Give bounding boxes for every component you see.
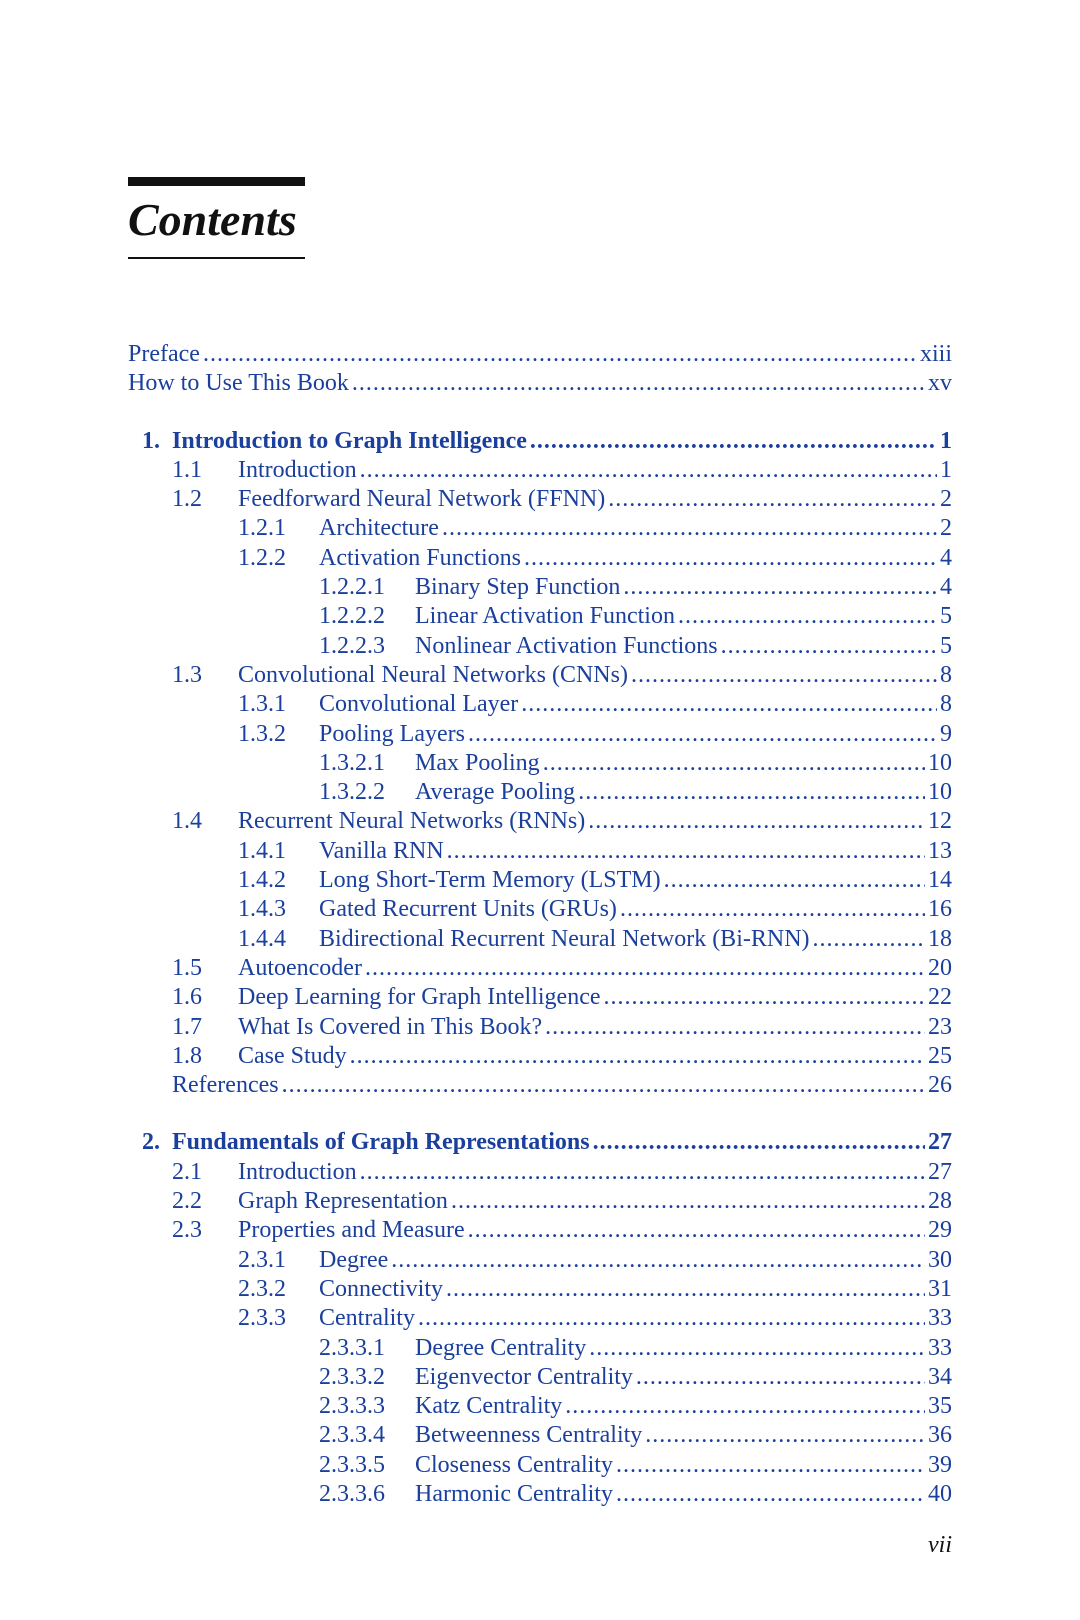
toc-entry[interactable] — [128, 1042, 952, 1071]
toc-entry-number: 1.2.2.2 — [319, 603, 385, 630]
toc-entry-line — [172, 1128, 952, 1157]
toc-entry-number: 1.4.3 — [238, 896, 286, 923]
toc-entry-title[interactable]: Properties and Measure — [238, 1217, 465, 1244]
toc-entry-page[interactable]: 13 — [928, 837, 952, 864]
toc-entry-number: 2.3.3.6 — [319, 1480, 385, 1507]
dot-leader — [721, 632, 937, 661]
toc-entry-page[interactable]: 2 — [940, 515, 952, 542]
dot-leader — [282, 1071, 925, 1100]
toc-entry-title[interactable]: Recurrent Neural Networks (RNNs) — [238, 808, 586, 835]
toc-entry-title[interactable]: Introduction — [238, 456, 357, 483]
toc-entry-line — [128, 340, 952, 369]
toc-entry[interactable] — [128, 340, 952, 369]
toc-entry-page[interactable]: 23 — [928, 1013, 952, 1040]
toc-entry-title[interactable]: Architecture — [319, 515, 439, 542]
toc-entry-line — [238, 1158, 952, 1187]
toc-entry-line — [238, 1187, 952, 1216]
toc-entry[interactable] — [128, 925, 952, 954]
toc-entry-number: 1.3.2 — [238, 720, 286, 747]
toc-entry[interactable] — [128, 1451, 952, 1480]
toc-entry-title[interactable]: References — [172, 1072, 279, 1099]
toc-entry[interactable] — [128, 720, 952, 749]
toc-entry-page[interactable]: 30 — [928, 1246, 952, 1273]
toc-entry[interactable] — [128, 1071, 952, 1100]
toc-entry-page[interactable]: 26 — [928, 1072, 952, 1099]
toc-entry-title[interactable]: Nonlinear Activation Functions — [415, 632, 718, 659]
dot-leader — [631, 661, 937, 690]
toc-entry-title[interactable]: Gated Recurrent Units (GRUs) — [319, 896, 617, 923]
dot-leader — [468, 1216, 925, 1245]
toc-entry-line — [238, 1216, 952, 1245]
toc-entry-line — [415, 632, 952, 661]
toc-entry-page[interactable]: 39 — [928, 1451, 952, 1478]
toc-entry-line — [238, 485, 952, 514]
dot-leader — [565, 1392, 925, 1421]
toc-entry-number: 1.3.2.2 — [319, 779, 385, 806]
toc-entry[interactable] — [128, 807, 952, 836]
toc-entry-number: 2.3.3.3 — [319, 1393, 385, 1420]
dot-leader — [604, 983, 926, 1012]
toc-entry[interactable] — [128, 1275, 952, 1304]
toc-entry-title[interactable]: Case Study — [238, 1042, 347, 1069]
toc-entry[interactable] — [128, 573, 952, 602]
toc-entry-line — [319, 720, 952, 749]
dot-leader — [350, 1042, 925, 1071]
toc-entry-number: 2. — [142, 1129, 160, 1156]
toc-entry[interactable] — [128, 1480, 952, 1509]
toc-entry-page[interactable]: 8 — [940, 691, 952, 718]
toc-entry-line — [319, 895, 952, 924]
toc-entry-line — [319, 866, 952, 895]
toc-entry[interactable] — [128, 690, 952, 719]
toc-entry-line — [238, 661, 952, 690]
dot-leader — [468, 720, 937, 749]
toc-entry-title[interactable]: Degree Centrality — [415, 1334, 587, 1361]
toc-entry[interactable] — [128, 778, 952, 807]
toc-entry-line — [238, 1042, 952, 1071]
toc-entry-page[interactable]: 27 — [928, 1129, 952, 1156]
page-title: Contents — [128, 194, 297, 245]
dot-leader — [636, 1363, 925, 1392]
toc-entry[interactable] — [128, 514, 952, 543]
toc-entry-page[interactable]: 20 — [928, 954, 952, 981]
toc-entry-page[interactable]: 34 — [928, 1363, 952, 1390]
dot-leader — [360, 456, 937, 485]
toc-entry[interactable] — [128, 661, 952, 690]
toc-entry-title[interactable]: Pooling Layers — [319, 720, 465, 747]
toc-entry-page[interactable]: 4 — [940, 574, 952, 601]
toc-entry-number: 1.4.1 — [238, 837, 286, 864]
toc-chapter-entry[interactable] — [128, 427, 952, 456]
toc-entry-title[interactable]: Linear Activation Function — [415, 603, 675, 630]
toc-entry-title[interactable]: Degree — [319, 1246, 389, 1273]
toc-entry-line — [415, 1480, 952, 1509]
toc-entry-title[interactable]: Convolutional Layer — [319, 691, 519, 718]
dot-leader — [530, 427, 937, 456]
toc-entry-page[interactable]: 10 — [928, 779, 952, 806]
toc-entry-number: 1.3.2.1 — [319, 749, 385, 776]
toc-entry[interactable] — [128, 1392, 952, 1421]
toc-entry-line — [319, 1275, 952, 1304]
toc-entry-line — [319, 544, 952, 573]
toc-entry-line — [238, 954, 952, 983]
toc-entry-title[interactable]: Harmonic Centrality — [415, 1480, 613, 1507]
toc-entry-number: 2.3.3.1 — [319, 1334, 385, 1361]
dot-leader — [578, 778, 925, 807]
toc-entry-page[interactable]: xv — [928, 370, 952, 397]
toc-entry-number: 1.4.2 — [238, 867, 286, 894]
toc-entry[interactable] — [128, 632, 952, 661]
dot-leader — [446, 1275, 925, 1304]
toc-entry-page[interactable]: 36 — [928, 1422, 952, 1449]
toc-entry-title[interactable]: Introduction — [238, 1158, 357, 1185]
toc-entry-title[interactable]: Graph Representation — [238, 1188, 448, 1215]
toc-entry-line — [415, 573, 952, 602]
toc-entry-title[interactable]: Eigenvector Centrality — [415, 1363, 633, 1390]
dot-leader — [589, 1334, 925, 1363]
dot-leader — [360, 1158, 925, 1187]
toc-entry[interactable] — [128, 1363, 952, 1392]
toc-entry-line — [319, 514, 952, 543]
dot-leader — [418, 1304, 925, 1333]
toc-entry-page[interactable]: 31 — [928, 1275, 952, 1302]
dot-leader — [391, 1246, 925, 1275]
toc-entry-page[interactable]: 22 — [928, 984, 952, 1011]
toc-entry-line — [415, 1392, 952, 1421]
toc-entry-title[interactable]: Deep Learning for Graph Intelligence — [238, 984, 601, 1011]
toc-entry[interactable] — [128, 544, 952, 573]
toc-entry-line — [415, 1421, 952, 1450]
toc-chapter-entry[interactable] — [128, 1128, 952, 1157]
toc-entry-number: 1.5 — [172, 954, 202, 981]
toc-entry-line — [415, 1363, 952, 1392]
dot-leader — [442, 514, 937, 543]
toc-entry[interactable] — [128, 456, 952, 485]
toc-entry-line — [319, 690, 952, 719]
dot-leader — [616, 1451, 925, 1480]
toc-entry-number: 1.1 — [172, 456, 202, 483]
title-bottom-rule — [128, 257, 305, 259]
toc-entry-number: 1.4 — [172, 808, 202, 835]
toc-entry-title[interactable]: Vanilla RNN — [319, 837, 444, 864]
toc-entry-title[interactable]: Binary Step Function — [415, 574, 621, 601]
page-number: vii — [928, 1532, 952, 1558]
toc-entry-page[interactable]: 18 — [928, 925, 952, 952]
toc-entry-number: 2.3.1 — [238, 1246, 286, 1273]
dot-leader — [543, 749, 925, 778]
toc-entry-title[interactable]: Centrality — [319, 1305, 415, 1332]
toc-entry-title[interactable]: Average Pooling — [415, 779, 576, 806]
toc-entry-number: 1.2 — [172, 486, 202, 513]
toc-entry-line — [319, 1304, 952, 1333]
toc-entry[interactable] — [128, 602, 952, 631]
toc-entry-title[interactable]: What Is Covered in This Book? — [238, 1013, 543, 1040]
dot-leader — [447, 837, 925, 866]
toc-entry-number: 1.4.4 — [238, 925, 286, 952]
toc-entry-line — [238, 456, 952, 485]
toc-entry-line — [128, 369, 952, 398]
toc-entry[interactable] — [128, 983, 952, 1012]
dot-leader — [623, 573, 937, 602]
toc-entry-number: 1.6 — [172, 984, 202, 1011]
toc-entry-line — [172, 427, 952, 456]
dot-leader — [588, 807, 925, 836]
toc-entry-title[interactable]: Fundamentals of Graph Representations — [172, 1129, 590, 1156]
toc-entry-page[interactable]: 33 — [928, 1334, 952, 1361]
toc-entry-page[interactable]: 35 — [928, 1393, 952, 1420]
toc-entry-number: 2.3.3 — [238, 1305, 286, 1332]
toc-entry-title[interactable]: Connectivity — [319, 1275, 443, 1302]
dot-leader — [593, 1128, 925, 1157]
dot-leader — [678, 602, 937, 631]
toc-entry-line — [238, 983, 952, 1012]
dot-leader — [352, 369, 925, 398]
dot-leader — [451, 1187, 925, 1216]
toc-entry-line — [415, 749, 952, 778]
toc-entry-number: 1.7 — [172, 1013, 202, 1040]
toc-entry[interactable] — [128, 1421, 952, 1450]
toc-entry-line — [415, 1334, 952, 1363]
toc-entry-line — [238, 807, 952, 836]
toc-entry-page[interactable]: 1 — [940, 456, 952, 483]
toc-entry-number: 2.1 — [172, 1158, 202, 1185]
toc-entry-number: 1. — [142, 427, 160, 454]
toc-entry[interactable] — [128, 1013, 952, 1042]
toc-entry-title[interactable]: Bidirectional Recurrent Neural Network (Bi-RNN) — [319, 925, 810, 952]
toc-entry-page[interactable]: 25 — [928, 1042, 952, 1069]
toc-entry-title[interactable]: Katz Centrality — [415, 1393, 563, 1420]
toc-entry-page[interactable]: 2 — [940, 486, 952, 513]
toc-entry-number: 1.3.1 — [238, 691, 286, 718]
toc-entry[interactable] — [128, 369, 952, 398]
toc-entry-page[interactable]: 33 — [928, 1305, 952, 1332]
toc-entry[interactable] — [128, 1158, 952, 1187]
toc-entry-number: 1.2.1 — [238, 515, 286, 542]
toc-entry-page[interactable]: 1 — [940, 427, 952, 454]
toc-entry-line — [415, 778, 952, 807]
dot-leader — [620, 895, 925, 924]
toc-entry-number: 1.2.2.3 — [319, 632, 385, 659]
toc-entry-title[interactable]: Convolutional Neural Networks (CNNs) — [238, 661, 628, 688]
toc-entry-number: 2.3.3.5 — [319, 1451, 385, 1478]
toc-entry[interactable] — [128, 954, 952, 983]
title-top-rule — [128, 177, 305, 186]
toc-entry[interactable] — [128, 485, 952, 514]
toc-entry-title[interactable]: How to Use This Book — [128, 370, 349, 397]
toc-entry[interactable] — [128, 895, 952, 924]
toc-entry[interactable] — [128, 1246, 952, 1275]
toc-entry-number: 1.2.2 — [238, 544, 286, 571]
toc-entry-title[interactable]: Feedforward Neural Network (FFNN) — [238, 486, 606, 513]
dot-leader — [521, 690, 937, 719]
toc-entry-title[interactable]: Long Short-Term Memory (LSTM) — [319, 867, 661, 894]
toc-entry-page[interactable]: 9 — [940, 720, 952, 747]
toc-entry-page[interactable]: 5 — [940, 603, 952, 630]
dot-leader — [616, 1480, 925, 1509]
toc-entry-title[interactable]: Introduction to Graph Intelligence — [172, 427, 527, 454]
toc-entry-number: 2.3.2 — [238, 1275, 286, 1302]
toc-entry-page[interactable]: 27 — [928, 1158, 952, 1185]
toc-entry[interactable] — [128, 837, 952, 866]
toc-entry-page[interactable]: 16 — [928, 896, 952, 923]
toc-entry-title[interactable]: Preface — [128, 341, 200, 367]
dot-leader — [645, 1421, 925, 1450]
toc-entry-line — [238, 1013, 952, 1042]
toc-entry[interactable] — [128, 749, 952, 778]
toc-entry-line — [319, 925, 952, 954]
toc-entry-page[interactable]: 40 — [928, 1480, 952, 1507]
toc-entry-title[interactable]: Max Pooling — [415, 749, 540, 776]
toc-entry-page[interactable]: 14 — [928, 867, 952, 894]
toc-entry-number: 2.3.3.4 — [319, 1422, 385, 1449]
table-of-contents — [128, 340, 952, 1509]
toc-entry-page[interactable]: 29 — [928, 1217, 952, 1244]
toc-entry-number: 1.8 — [172, 1042, 202, 1069]
toc-entry-number: 2.3.3.2 — [319, 1363, 385, 1390]
toc-entry-number: 1.2.2.1 — [319, 574, 385, 601]
toc-entry-page[interactable]: 4 — [940, 544, 952, 571]
toc-entry-line — [319, 837, 952, 866]
toc-entry-number: 2.2 — [172, 1188, 202, 1215]
toc-entry-page[interactable]: xiii — [919, 341, 952, 367]
toc-entry-title[interactable]: Activation Functions — [319, 544, 521, 571]
toc-entry-line — [415, 602, 952, 631]
dot-leader — [365, 954, 925, 983]
dot-leader — [813, 925, 925, 954]
toc-entry-page[interactable]: 8 — [940, 661, 952, 688]
dot-leader — [203, 340, 917, 369]
toc-entry[interactable] — [128, 1304, 952, 1333]
dot-leader — [524, 544, 937, 573]
toc-entry[interactable] — [128, 1187, 952, 1216]
toc-entry-number: 2.3 — [172, 1217, 202, 1244]
toc-entry-page[interactable]: 5 — [940, 632, 952, 659]
toc-entry-page[interactable]: 10 — [928, 749, 952, 776]
toc-entry-title[interactable]: Betweenness Centrality — [415, 1422, 643, 1449]
toc-entry-number: 1.3 — [172, 661, 202, 688]
toc-entry[interactable] — [128, 1334, 952, 1363]
dot-leader — [664, 866, 925, 895]
dot-leader — [608, 485, 937, 514]
dot-leader — [545, 1013, 925, 1042]
toc-entry-line — [172, 1071, 952, 1100]
toc-entry-title[interactable]: Closeness Centrality — [415, 1451, 613, 1478]
toc-entry[interactable] — [128, 1216, 952, 1245]
toc-entry-line — [319, 1246, 952, 1275]
toc-entry-title[interactable]: Autoencoder — [238, 954, 362, 981]
toc-entry[interactable] — [128, 866, 952, 895]
toc-entry-page[interactable]: 12 — [928, 808, 952, 835]
toc-entry-line — [415, 1451, 952, 1480]
toc-entry-page[interactable]: 28 — [928, 1188, 952, 1215]
